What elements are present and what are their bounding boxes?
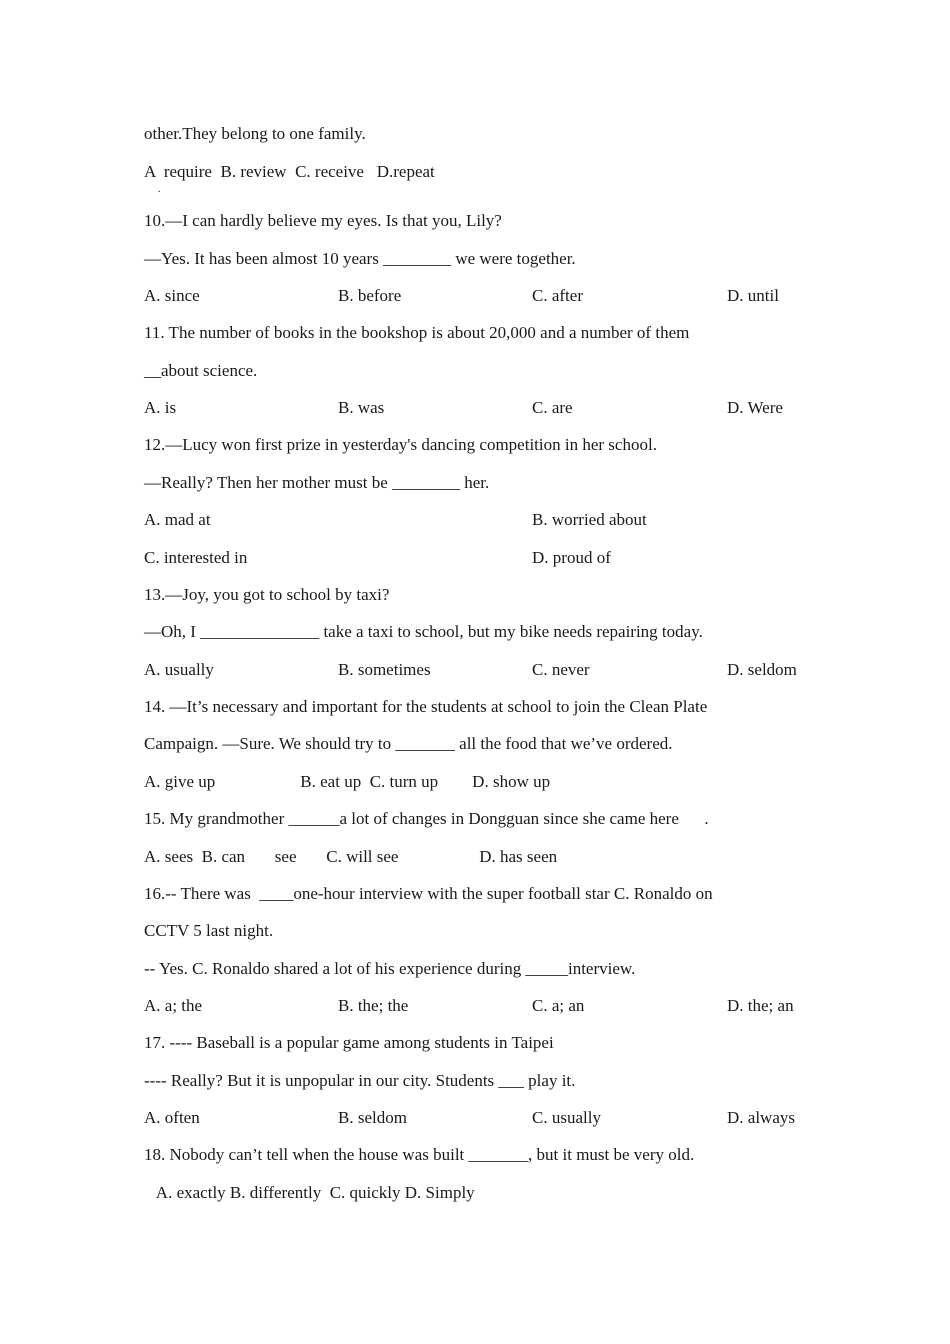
options-line: A require B. review C. receive D.repeat <box>144 162 435 181</box>
question-11-continuation: __about science. <box>144 361 258 380</box>
option-a: A. is <box>144 398 177 417</box>
option-b: B. sometimes <box>338 660 431 679</box>
question-12-options-row1 <box>0 510 950 530</box>
option-b: B. the; the <box>338 996 409 1015</box>
option-b: B. worried about <box>532 510 647 529</box>
question-13-options <box>0 660 950 680</box>
stray-dot: . <box>158 184 161 195</box>
question-14-options: A. give up B. eat up C. turn up D. show up <box>144 772 551 791</box>
question-16-continuation: CCTV 5 last night. <box>144 921 274 940</box>
option-c: C. usually <box>532 1108 601 1127</box>
option-c: C. interested in <box>144 548 248 567</box>
option-d: D. proud of <box>532 548 611 567</box>
option-a: A. since <box>144 286 200 305</box>
option-d: D. always <box>727 1108 795 1127</box>
question-13-stem: 13.—Joy, you got to school by taxi? <box>144 585 390 604</box>
option-c: C. after <box>532 286 583 305</box>
question-10-stem: 10.—I can hardly believe my eyes. Is that you, Lily? <box>144 211 502 230</box>
question-12-stem: 12.—Lucy won first prize in yesterday's dancing competition in her school. <box>144 435 657 454</box>
question-10-reply: —Yes. It has been almost 10 years ________ we were together. <box>144 249 576 268</box>
question-17-options <box>0 1108 950 1128</box>
question-11-stem: 11. The number of books in the bookshop is about 20,000 and a number of them <box>144 323 690 342</box>
text-line: other.They belong to one family. <box>144 124 366 143</box>
question-13-reply: —Oh, I ______________ take a taxi to school, but my bike needs repairing today. <box>144 622 703 641</box>
option-b: B. was <box>338 398 385 417</box>
option-d: D. seldom <box>727 660 797 679</box>
question-16-options <box>0 996 950 1016</box>
question-11-options <box>0 398 950 418</box>
option-a: A. mad at <box>144 510 211 529</box>
option-c: C. never <box>532 660 590 679</box>
question-12-options-row2 <box>0 548 950 568</box>
option-a: A. usually <box>144 660 214 679</box>
question-18-stem: 18. Nobody can’t tell when the house was built _______, but it must be very old. <box>144 1145 695 1164</box>
option-c: C. a; an <box>532 996 585 1015</box>
option-b: B. seldom <box>338 1108 407 1127</box>
question-12-reply: —Really? Then her mother must be ________ her. <box>144 473 490 492</box>
question-10-options <box>0 286 950 306</box>
option-a: A. often <box>144 1108 200 1127</box>
question-18-options: A. exactly B. differently C. quickly D. Simply <box>144 1183 475 1202</box>
option-d: D. until <box>727 286 779 305</box>
question-17-stem: 17. ---- Baseball is a popular game among students in Taipei <box>144 1033 554 1052</box>
question-16-reply: -- Yes. C. Ronaldo shared a lot of his experience during _____interview. <box>144 959 636 978</box>
question-16-stem: 16.-- There was ____one-hour interview with the super football star C. Ronaldo on <box>144 884 713 903</box>
question-14-stem: 14. —It’s necessary and important for the students at school to join the Clean Plate <box>144 697 708 716</box>
option-d: D. Were <box>727 398 783 417</box>
question-14-continuation: Campaign. —Sure. We should try to _______ all the food that we’ve ordered. <box>144 734 673 753</box>
option-a: A. a; the <box>144 996 203 1015</box>
question-15-stem: 15. My grandmother ______a lot of changes in Dongguan since she came here . <box>144 809 709 828</box>
question-15-options: A. sees B. can see C. will see D. has seen <box>144 847 558 866</box>
option-d: D. the; an <box>727 996 794 1015</box>
option-c: C. are <box>532 398 573 417</box>
option-b: B. before <box>338 286 402 305</box>
question-17-reply: ---- Really? But it is unpopular in our city. Students ___ play it. <box>144 1071 576 1090</box>
